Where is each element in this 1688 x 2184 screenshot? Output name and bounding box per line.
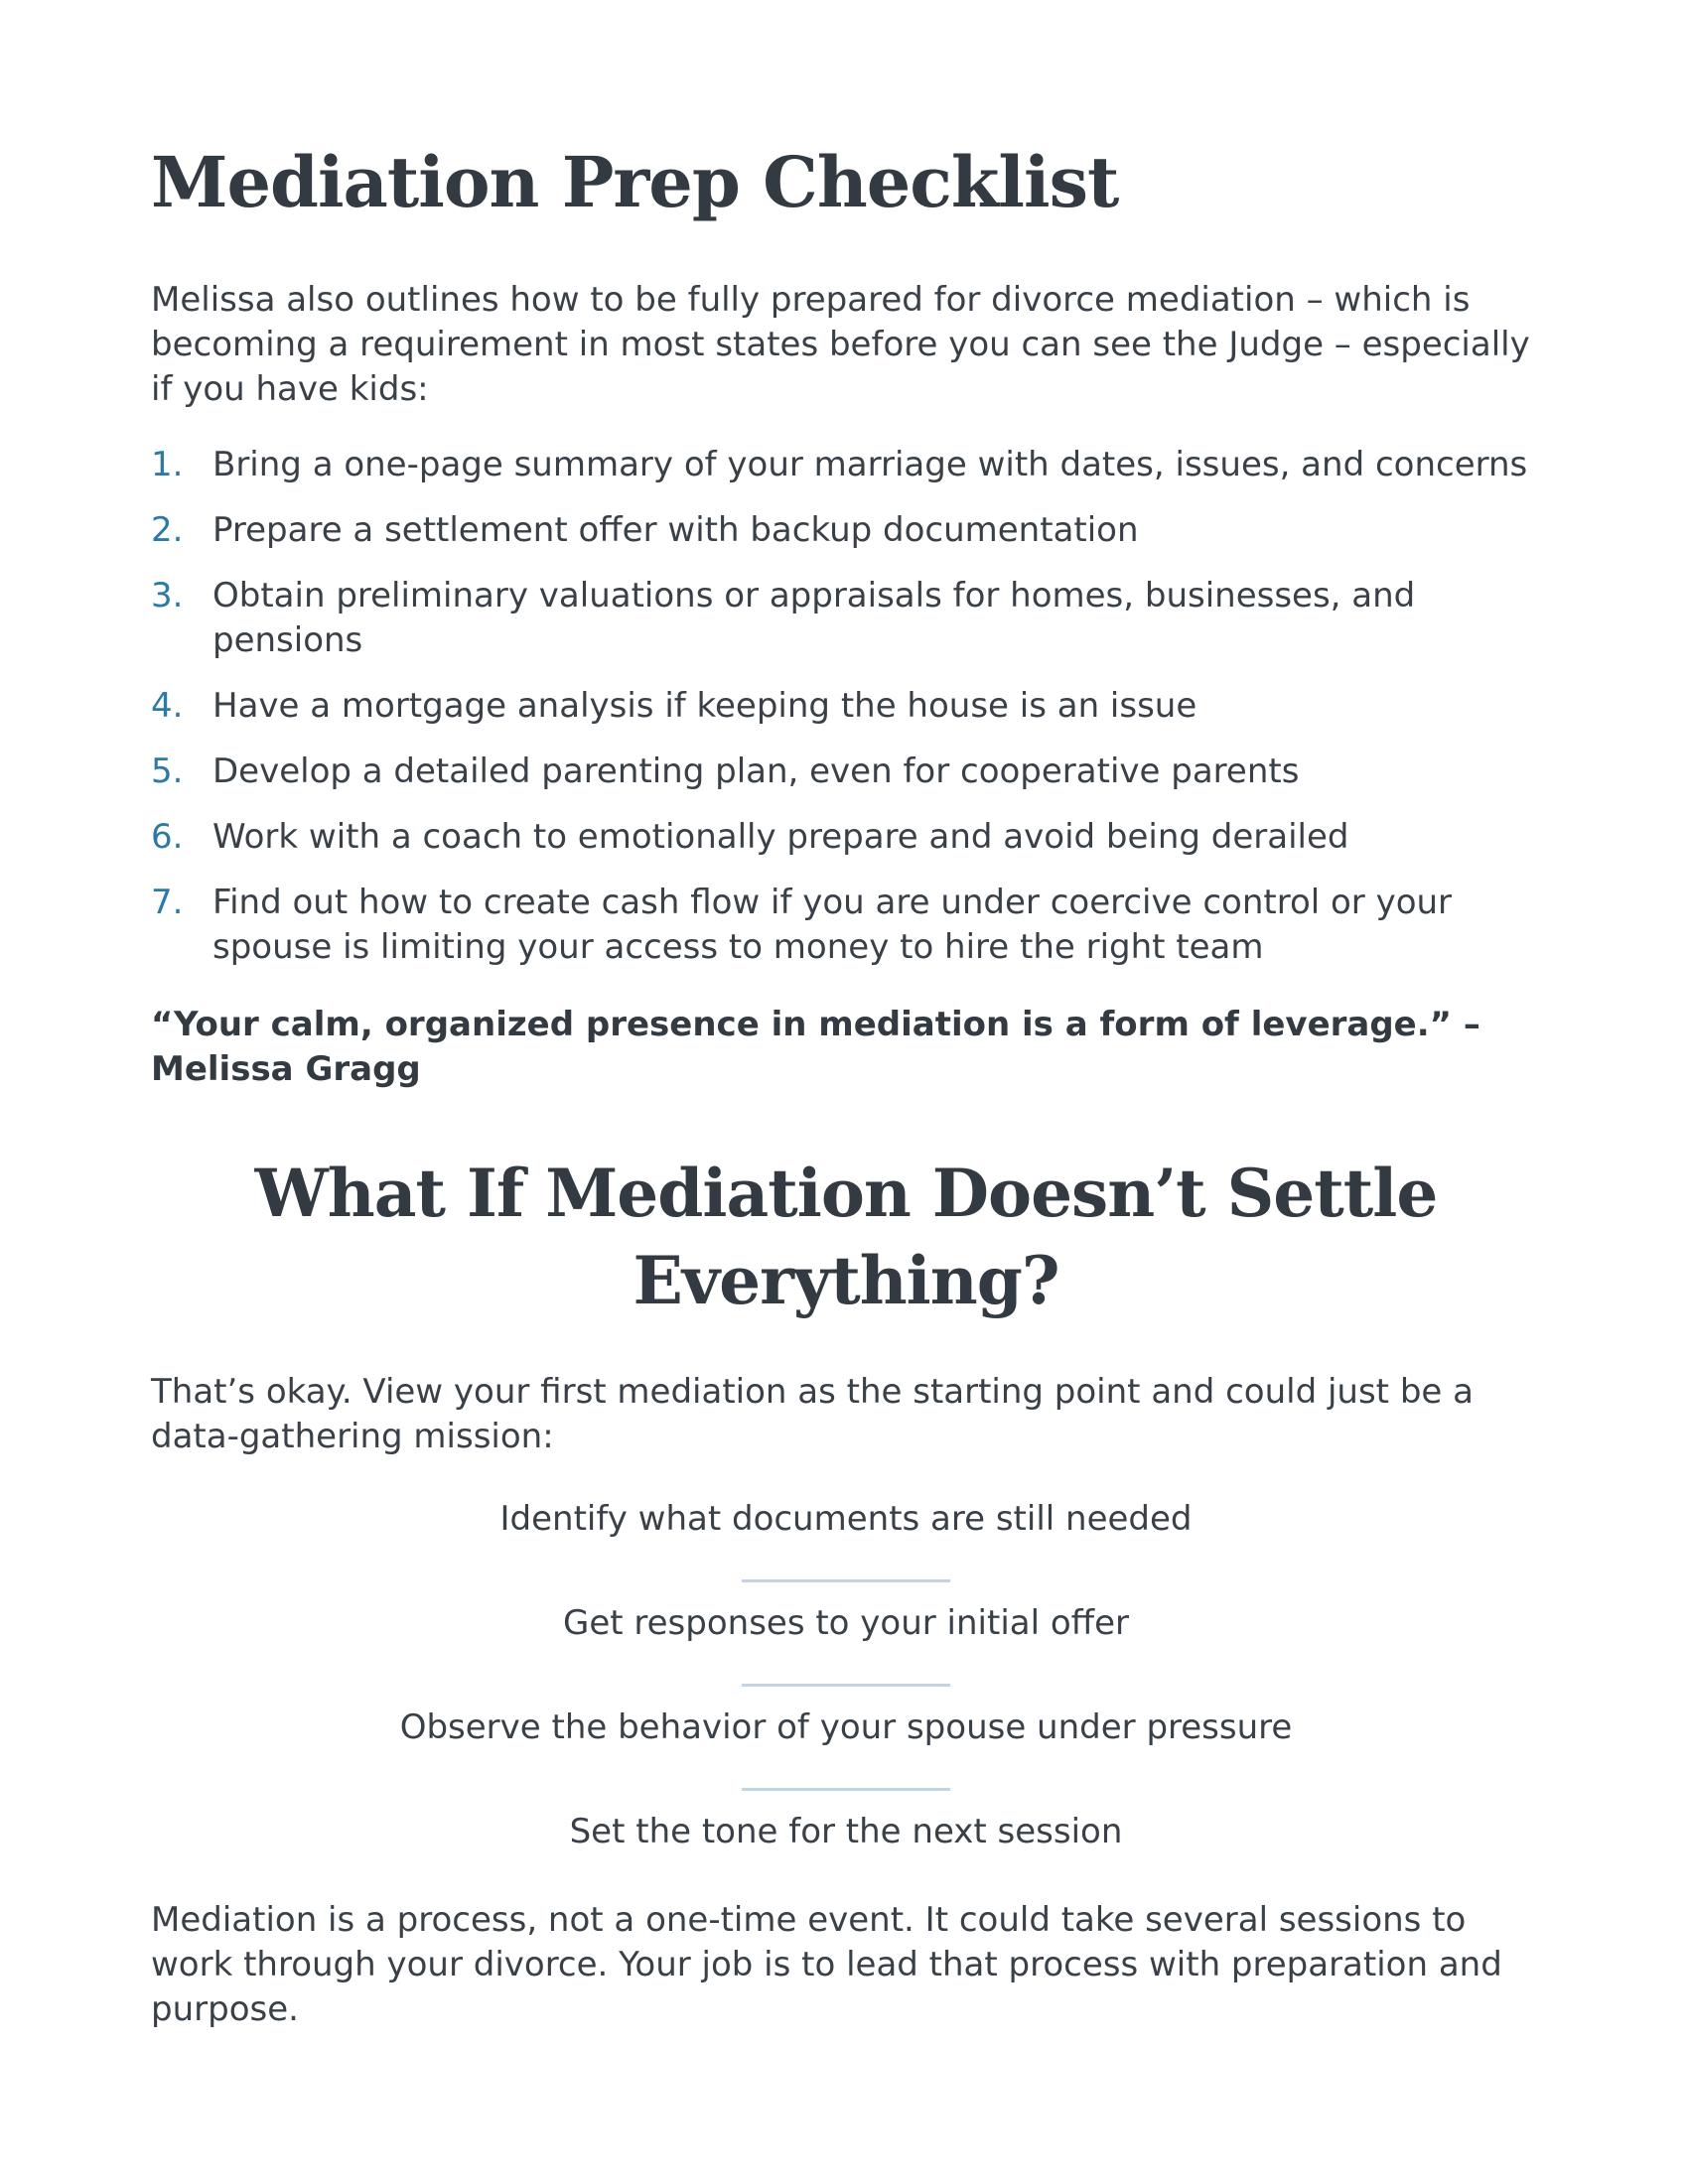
list-number: 6.: [151, 817, 184, 857]
step-item: Set the tone for the next session: [569, 1812, 1123, 1851]
step-divider: [742, 1579, 950, 1582]
list-number: 5.: [151, 751, 184, 791]
step-item: Observe the behavior of your spouse under pressure: [399, 1707, 1293, 1747]
page-title: Mediation Prep Checklist: [151, 141, 1119, 223]
list-number: 2.: [151, 510, 184, 550]
list-item: [151, 574, 1541, 663]
step-divider: [742, 1684, 950, 1687]
list-item-text: Work with a coach to emotionally prepare and avoid being derailed: [212, 817, 1349, 857]
intro-paragraph: Melissa also outlines how to be fully prepared for divorce mediation – which is becoming a requirement in most states before you can see the Judge – especially if you have kids:: [151, 280, 1530, 409]
list-number: 4.: [151, 686, 184, 726]
section-title: What If Mediation Doesn’t Settle Everything?: [254, 1155, 1438, 1319]
list-item-text: Develop a detailed parenting plan, even for cooperative parents: [212, 751, 1300, 791]
list-number: 1.: [151, 445, 184, 484]
mission-steps: [151, 1497, 1541, 1854]
prep-checklist: [151, 443, 1541, 991]
step-divider: [742, 1788, 950, 1791]
list-item: [151, 443, 1541, 487]
list-number: 7.: [151, 883, 184, 922]
list-item-text: Obtain preliminary valuations or appraisals for homes, businesses, and pensions: [212, 576, 1416, 660]
list-item-text: Bring a one-page summary of your marriage with dates, issues, and concerns: [212, 445, 1528, 484]
list-item-text: Find out how to create cash flow if you are under coercive control or your spouse is limiting your access to money to hire the right team: [212, 883, 1453, 967]
list-item-text: Have a mortgage analysis if keeping the house is an issue: [212, 686, 1197, 726]
list-number: 3.: [151, 576, 184, 615]
step-item: Identify what documents are still needed: [499, 1499, 1193, 1539]
list-item: [151, 881, 1541, 970]
closing-paragraph: Mediation is a process, not a one-time event. It could take several sessions to work through your divorce. Your job is to lead that process with preparation and purpose.: [151, 1900, 1502, 2029]
list-item-text: Prepare a settlement offer with backup documentation: [212, 510, 1139, 550]
list-item: [151, 508, 1541, 553]
list-item: [151, 684, 1541, 729]
pull-quote: “Your calm, organized presence in mediation is a form of leverage.” – Melissa Gragg: [151, 1005, 1480, 1089]
list-item: [151, 750, 1541, 794]
section-intro-paragraph: That’s okay. View your first mediation as the starting point and could just be a data-gathering mission:: [151, 1372, 1474, 1456]
list-item: [151, 815, 1541, 860]
step-item: Get responses to your initial offer: [563, 1603, 1129, 1643]
